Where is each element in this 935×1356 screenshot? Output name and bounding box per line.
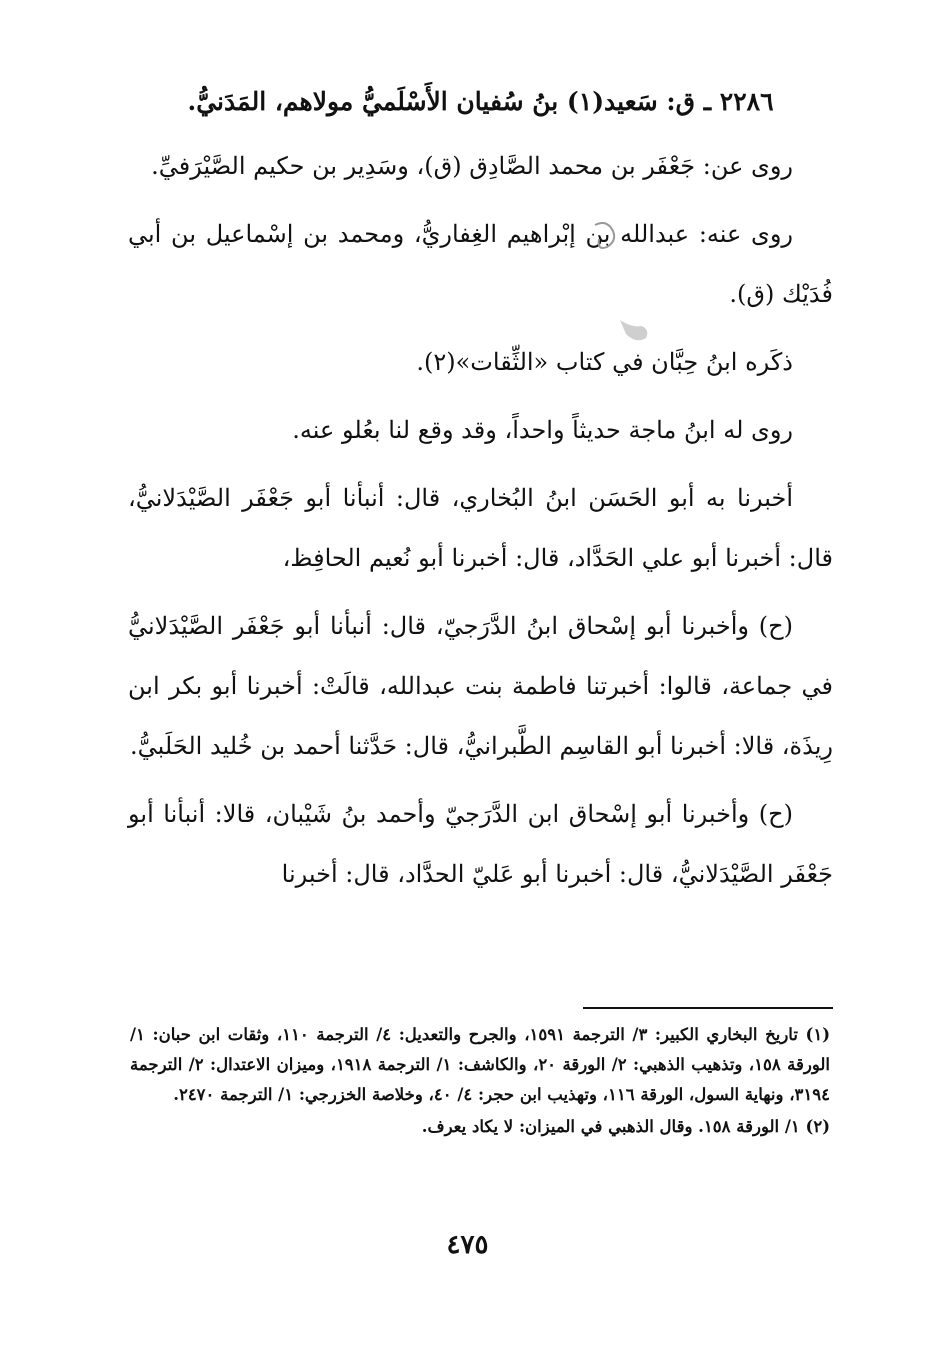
footnotes (130, 1020, 830, 1142)
paragraph-ibn-majah: روى له ابنُ ماجة حديثاً واحداً، وقد وقع لنا بعُلو عنه. (292, 416, 793, 444)
paragraph-chain-1: أخبرنا به أبو الحَسَن ابنُ البُخاري، قال: أنبأنا أبو جَعْفَر الصَّيْدَلانيُّ، قال: أخبرنا أبو علي الحَدَّاد، قال: أخبرنا أبو نُعيم الحافِظ، (128, 484, 833, 572)
footnote-2: (٢) ١/ الورقة ١٥٨. وقال الذهبي في الميزان: لا يكاد يعرف. (421, 1117, 830, 1136)
paragraph-narrated-from: روى عن: جَعْفَر بن محمد الصَّادِق (ق)، وسَدِير بن حكيم الصَّيْرَفيِّ. (151, 152, 793, 180)
entry-title: ٢٢٨٦ ـ ق: سَعيد(١) بنُ سُفيان الأَسْلَميُّ مولاهم، المَدَنيُّ. (187, 87, 774, 116)
paragraph-narrated-by: روى عنه: عبدالله بن إبْراهيم الغِفاريُّ، ومحمد بن إسْماعيل بن أبي فُدَيْك (ق). (128, 220, 833, 308)
paragraph-chain-2: (ح) وأخبرنا أبو إسْحاق ابنُ الدَّرَجيّ، قال: أنبأنا أبو جَعْفَر الصَّيْدَلانيُّ في جماعة، قالوا: أخبرتنا فاطمة بنت عبدالله، قالَتْ: أخبرنا أبو بكر ابن رِيذَة، قالا: أخبرنا أبو القاسِم الطَّبرانيُّ، قال: حَدَّثنا أحمد بن خُليد الحَلَبيُّ. (128, 612, 833, 760)
footnote-divider (583, 1007, 833, 1009)
footnote-1: (١) تاريخ البخاري الكبير: ٣/ الترجمة ١٥٩١، والجرح والتعديل: ٤/ الترجمة ١١٠، وثقات ابن حبان: ١/ الورقة ١٥٨، وتذهيب الذهبي: ٢/ الورقة ٢٠، والكاشف: ١/ الترجمة ١٩١٨، وميزان الاعتدال: ٢/ الترجمة ٣١٩٤، ونهاية السول، الورقة ١١٦، وتهذيب ابن حجر: ٤/ ٤٠، وخلاصة الخزرجي: ١/ الترجمة ٢٤٧٠. (130, 1025, 831, 1104)
main-text (128, 82, 833, 912)
ink-smudge (575, 215, 665, 355)
page-number: ٤٧٥ (446, 1230, 489, 1260)
paragraph-ibn-hibban: ذكَره ابنُ حِبَّان في كتاب «الثِّقات»(٢). (416, 348, 793, 376)
paragraph-chain-3: (ح) وأخبرنا أبو إسْحاق ابن الدَّرَجيّ وأحمد بنُ شَيْبان، قالا: أنبأنا أبو جَعْفَر الصَّيْدَلانيُّ، قال: أخبرنا أبو عَليّ الحدَّاد، قال: أخبرنا (128, 800, 833, 888)
